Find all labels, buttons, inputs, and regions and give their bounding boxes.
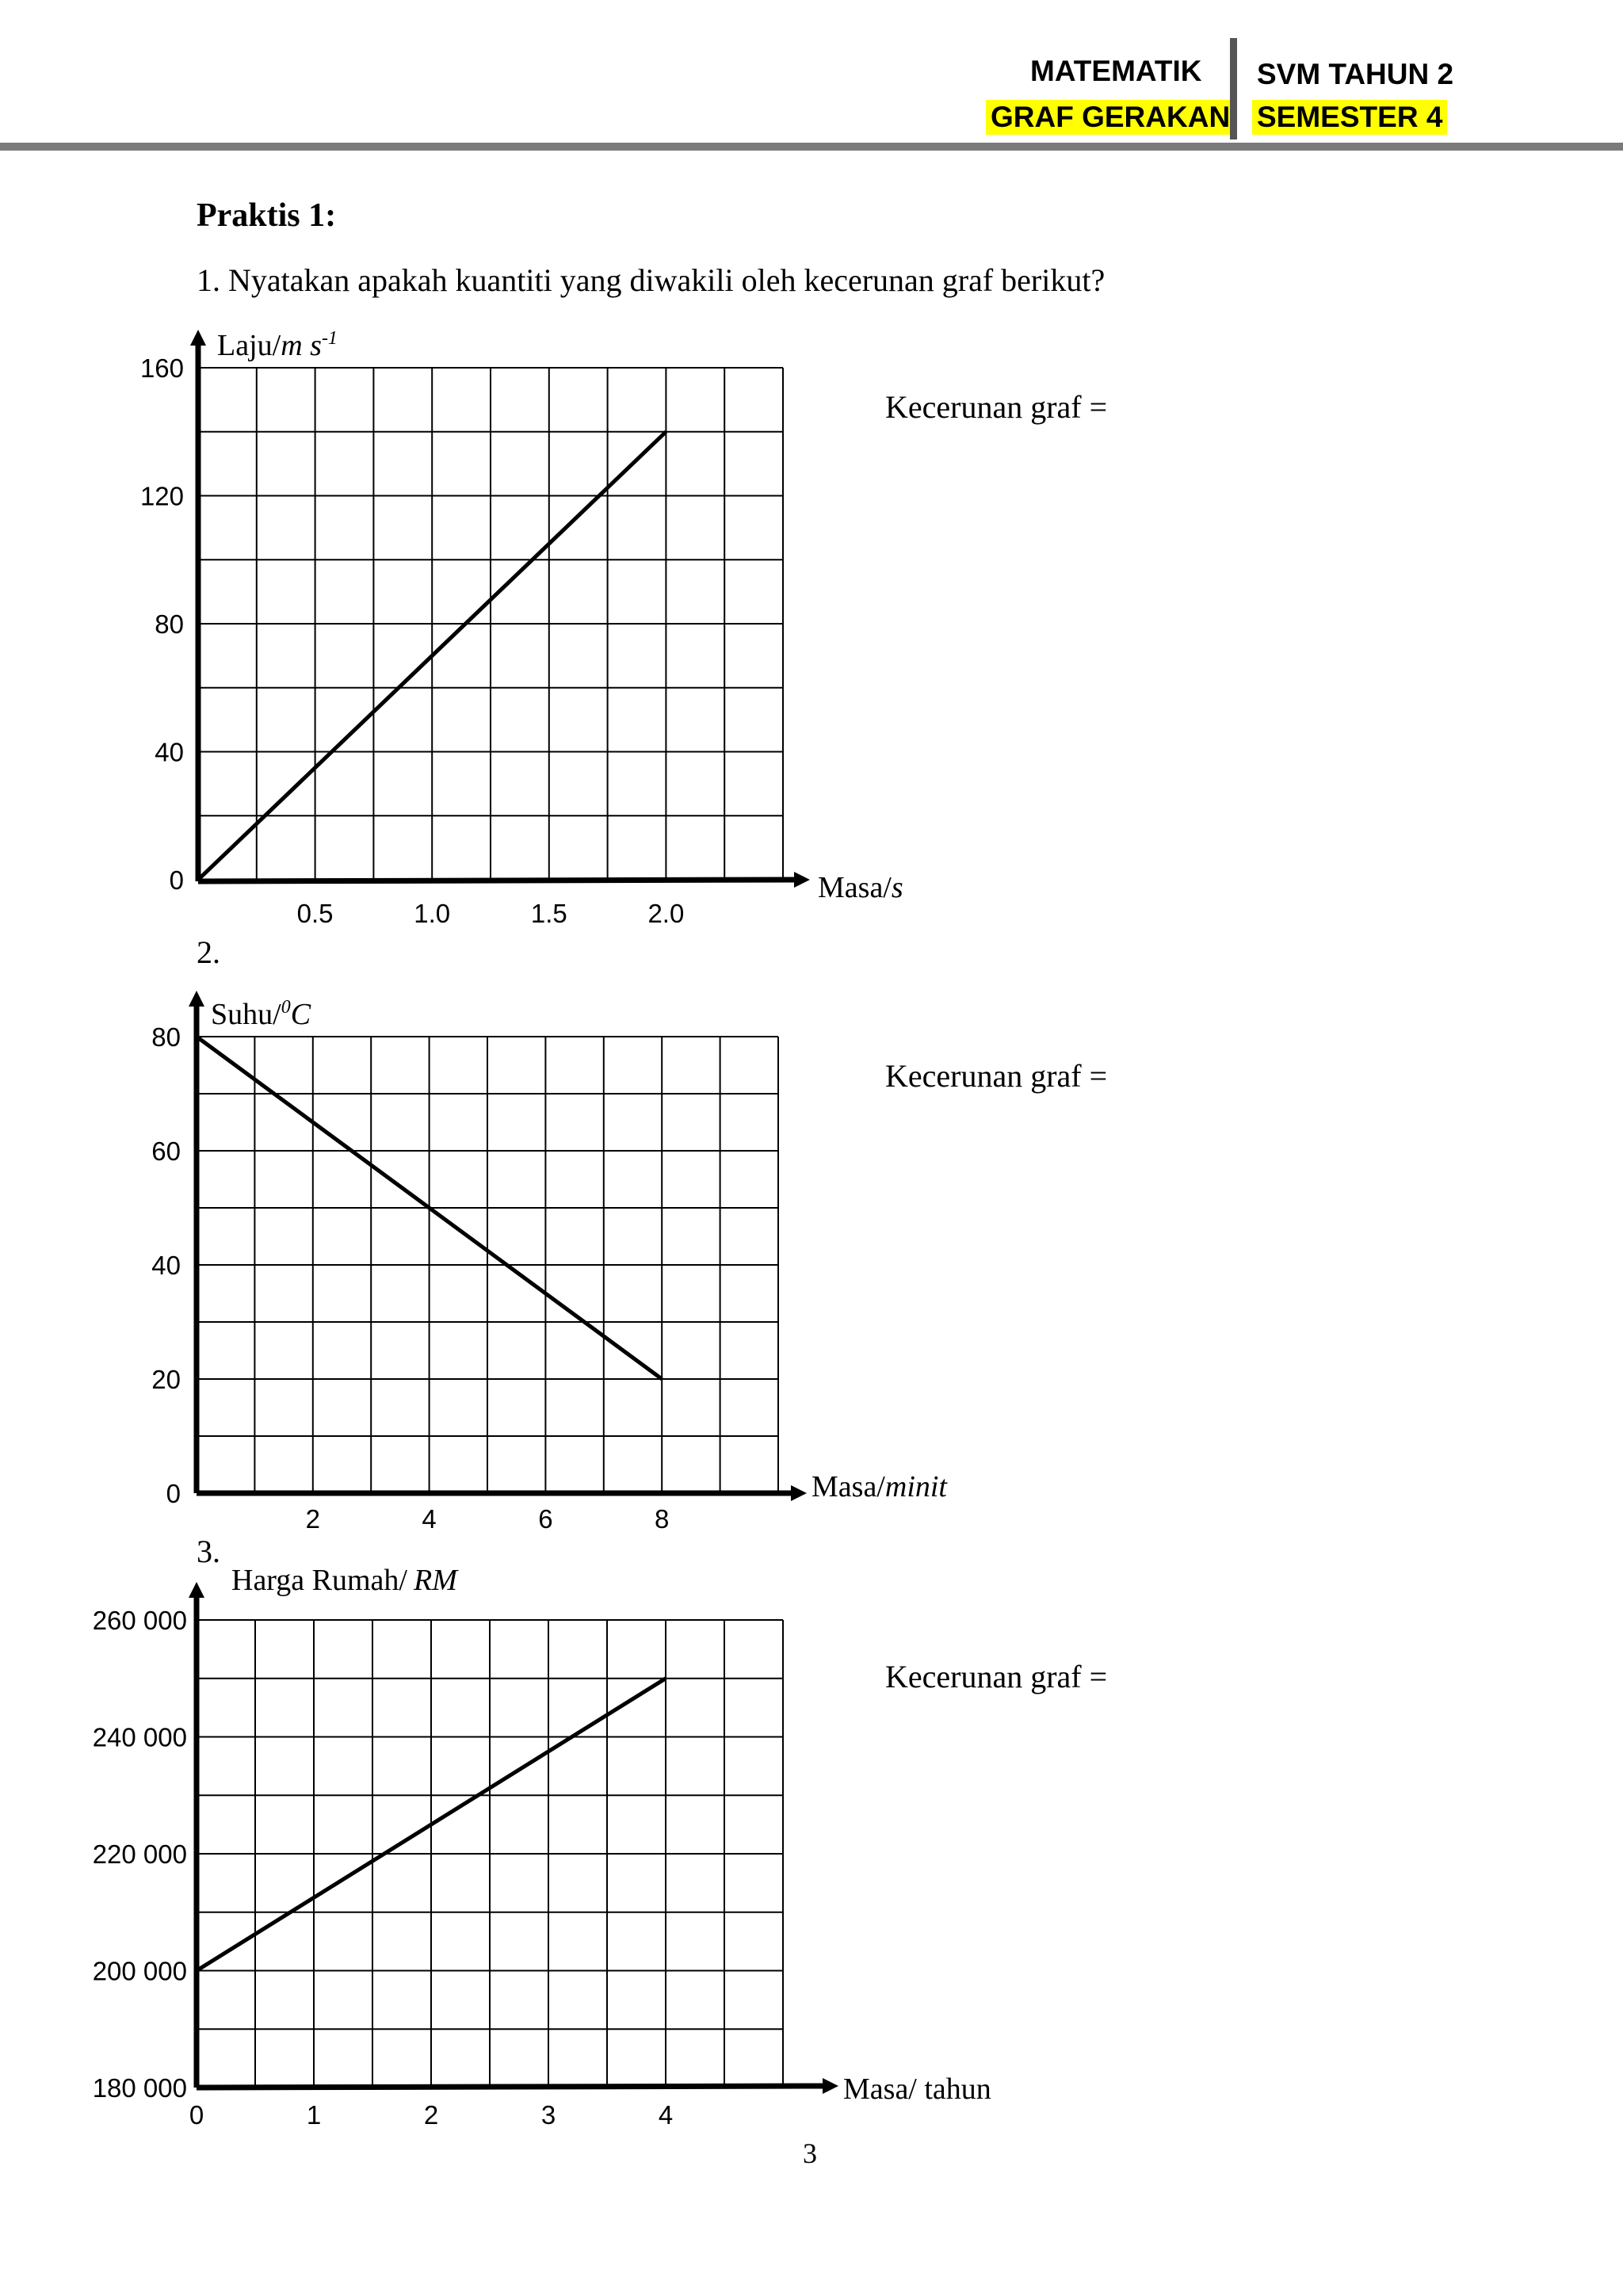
x-axis xyxy=(197,2086,824,2088)
y-tick-labels xyxy=(140,353,184,895)
y-tick-labels xyxy=(151,1022,181,1508)
y-tick-label: 80 xyxy=(155,609,184,639)
y-axis-label: Laju/m $s^{-1}$ xyxy=(217,328,338,362)
x-tick-label: 1 xyxy=(306,2100,322,2130)
header-course: SVM TAHUN 2 xyxy=(1257,58,1454,90)
x-tick-labels xyxy=(297,899,685,928)
y-tick-label: 240 000 xyxy=(92,1722,187,1752)
answer-label-1: Kecerunan graf = xyxy=(885,389,1108,425)
y-tick-label: 260 000 xyxy=(92,1606,187,1635)
chart-house-price-time xyxy=(0,1553,1030,2130)
x-axis-arrow xyxy=(794,872,810,888)
question-number-2: 2. xyxy=(197,934,220,970)
x-tick-label: 2 xyxy=(305,1504,320,1534)
x-axis-arrow xyxy=(791,1485,807,1501)
answer-label-3: Kecerunan graf = xyxy=(885,1659,1108,1694)
question-number-3: 3. xyxy=(197,1534,220,1569)
y-axis-arrow xyxy=(190,330,206,346)
chart-speed-time xyxy=(0,317,951,935)
y-tick-label: 80 xyxy=(151,1022,181,1052)
header-semester: SEMESTER 4 xyxy=(1252,100,1447,135)
x-tick-label: 8 xyxy=(655,1504,670,1534)
x-tick-labels xyxy=(306,1504,670,1534)
y-tick-label: 20 xyxy=(151,1365,181,1394)
x-tick-label: 4 xyxy=(422,1504,437,1534)
y-tick-label: 0 xyxy=(169,865,184,895)
y-tick-labels xyxy=(93,1606,187,2103)
x-tick-label: 3 xyxy=(540,2100,556,2130)
x-tick-label: 1.0 xyxy=(414,899,451,928)
x-axis-label: Masa/minit xyxy=(812,1470,947,1503)
y-axis-label: Harga Rumah/ RM xyxy=(231,1564,457,1597)
axes xyxy=(189,991,807,1501)
y-axis-arrow xyxy=(189,1582,204,1598)
x-tick-label: 2.0 xyxy=(647,899,685,928)
x-tick-label: 4 xyxy=(658,2100,674,2130)
grid xyxy=(197,1620,783,2088)
y-tick-label: 40 xyxy=(151,1251,181,1280)
y-tick-label: 220 000 xyxy=(92,1839,187,1869)
y-axis-arrow xyxy=(189,991,204,1007)
y-tick-label: 40 xyxy=(155,737,184,767)
header-rule xyxy=(0,143,1623,151)
header-topic: GRAF GERAKAN xyxy=(986,100,1235,135)
answer-label-2: Kecerunan graf = xyxy=(885,1058,1108,1094)
y-tick-label: 120 xyxy=(139,481,184,511)
axes xyxy=(189,1582,838,2094)
x-tick-label: 0 xyxy=(189,2100,204,2130)
grid xyxy=(198,368,783,880)
y-tick-label: 60 xyxy=(151,1137,181,1166)
axes xyxy=(190,330,810,888)
header-subject: MATEMATIK xyxy=(1030,55,1202,87)
x-tick-label: 6 xyxy=(538,1504,553,1534)
x-axis xyxy=(198,880,796,881)
y-tick-label: 180 000 xyxy=(92,2073,187,2103)
x-tick-label: 2 xyxy=(423,2100,439,2130)
question-1: 1. Nyatakan apakah kuantiti yang diwakili oleh kecerunan graf berikut? xyxy=(197,262,1106,298)
x-axis-arrow xyxy=(823,2078,838,2094)
x-tick-label: 1.5 xyxy=(530,899,567,928)
y-tick-label: 160 xyxy=(139,353,184,383)
y-tick-label: 0 xyxy=(166,1479,181,1508)
header-divider xyxy=(1230,38,1237,139)
x-axis-label: Masa/ tahun xyxy=(843,2073,991,2106)
x-tick-labels xyxy=(189,2100,673,2130)
y-tick-label: 200 000 xyxy=(92,1956,187,1986)
grid xyxy=(197,1037,778,1493)
x-axis-label: Masa/s xyxy=(818,871,903,904)
section-title: Praktis 1: xyxy=(197,197,337,234)
y-axis-label: Suhu/$^0$C xyxy=(211,997,311,1031)
page-number: 3 xyxy=(803,2137,817,2169)
chart-temperature-time xyxy=(0,983,1030,1538)
x-tick-label: 0.5 xyxy=(296,899,334,928)
